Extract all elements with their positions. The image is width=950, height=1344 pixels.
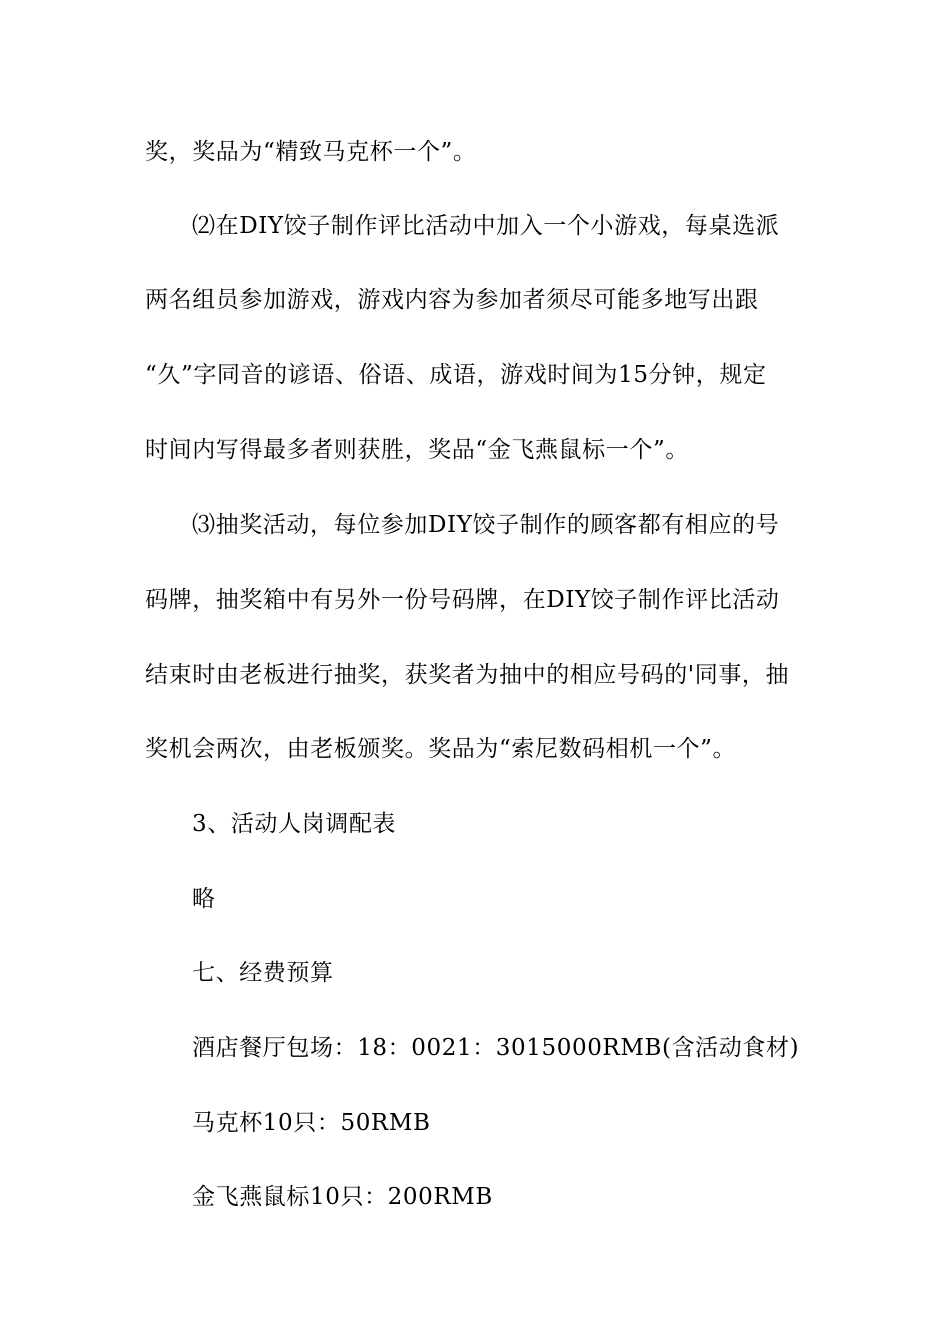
budget-item-venue: 酒店餐厅包场：18：0021：3015000RMB(含活动食材): [192, 1035, 800, 1061]
text-line-2: ⑵在DIY饺子制作评比活动中加入一个小游戏，每桌选派: [192, 213, 780, 239]
text-line-9: 奖机会两次，由老板颁奖。奖品为“索尼数码相机一个”。: [145, 736, 737, 762]
text-line-1: 奖，奖品为“精致马克杯一个”。: [145, 139, 477, 165]
text-line-8: 结束时由老板进行抽奖，获奖者为抽中的相应号码的'同事，抽: [145, 662, 790, 688]
budget-item-mice: 金飞燕鼠标10只：200RMB: [192, 1184, 493, 1210]
text-line-5: 时间内写得最多者则获胜，奖品“金飞燕鼠标一个”。: [145, 437, 689, 463]
section-heading-staffing: 3、活动人岗调配表: [192, 811, 397, 837]
text-line-omitted: 略: [192, 886, 216, 912]
text-line-6: ⑶抽奖活动，每位参加DIY饺子制作的顾客都有相应的号: [192, 512, 780, 538]
text-line-7: 码牌，抽奖箱中有另外一份号码牌，在DIY饺子制作评比活动: [145, 587, 780, 613]
budget-item-mugs: 马克杯10只：50RMB: [192, 1110, 431, 1136]
text-line-3: 两名组员参加游戏，游戏内容为参加者须尽可能多地写出跟: [145, 287, 759, 313]
section-heading-budget: 七、经费预算: [192, 960, 334, 986]
text-line-4: “久”字同音的谚语、俗语、成语，游戏时间为15分钟，规定: [145, 362, 767, 388]
